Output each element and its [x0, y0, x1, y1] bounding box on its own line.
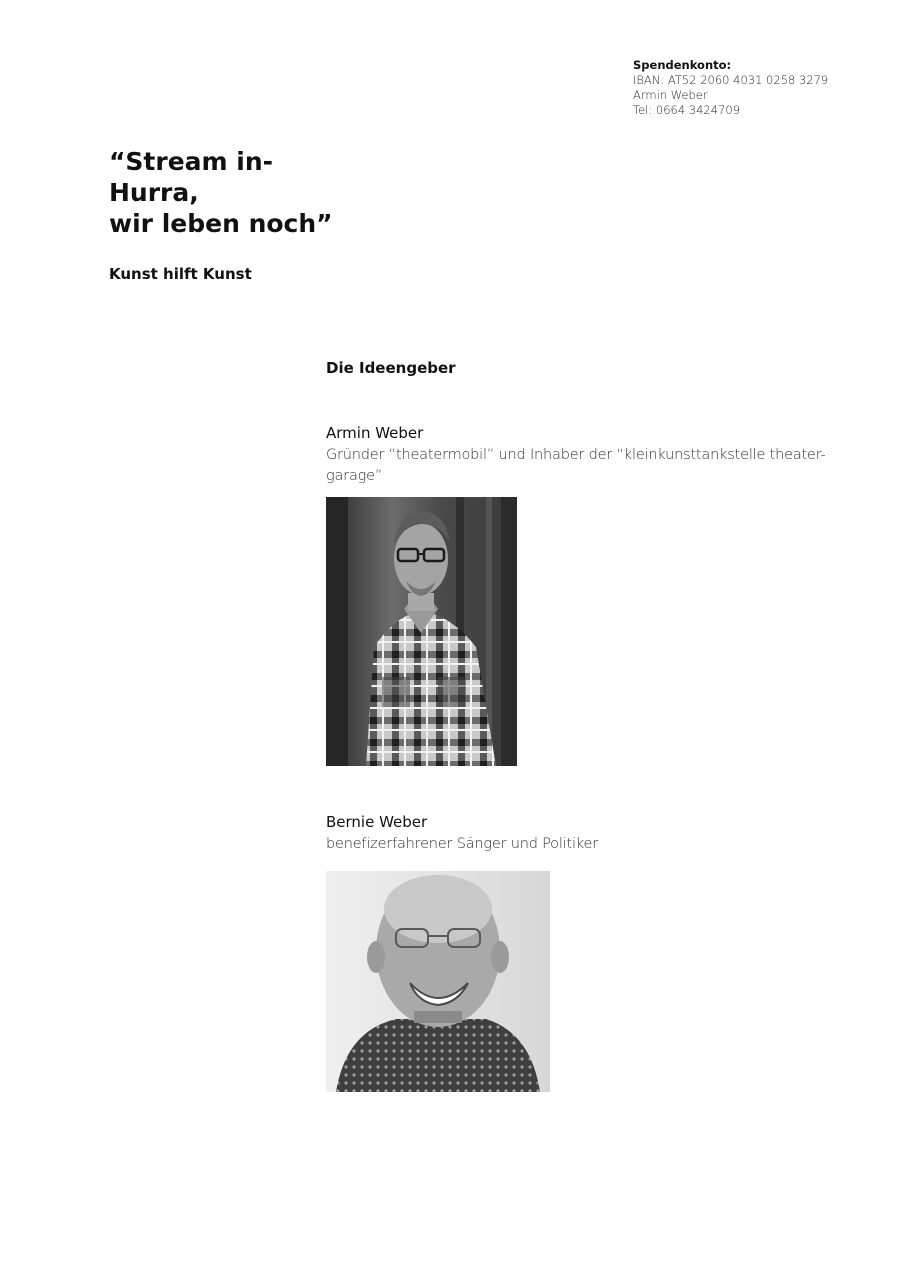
title-line-2: Hurra, — [109, 178, 199, 207]
person-name-armin: Armin Weber — [326, 424, 424, 442]
donation-account-holder: Armin Weber — [633, 88, 708, 102]
photo-armin-weber — [326, 497, 517, 766]
donation-iban: IBAN: AT52 2060 4031 0258 3279 — [633, 73, 829, 87]
person-description-armin: Gründer “theatermobil” und Inhaber der “kleinkunsttankstelle theater-garage” — [326, 447, 826, 484]
donation-phone: Tel: 0664 3424709 — [633, 103, 741, 117]
title-line-3: wir leben noch” — [109, 209, 333, 238]
page-subtitle: Kunst hilft Kunst — [109, 265, 252, 283]
section-heading: Die Ideengeber — [326, 359, 456, 377]
person-name-bernie: Bernie Weber — [326, 813, 428, 831]
donation-heading: Spendenkonto: — [633, 58, 732, 72]
photo-bernie-weber — [326, 871, 550, 1092]
title-line-1: “Stream in- — [109, 147, 274, 176]
page-title — [109, 146, 529, 239]
donation-account-block — [633, 58, 873, 118]
person-description-bernie: benefizerfahrener Sänger und Politiker — [326, 836, 598, 852]
